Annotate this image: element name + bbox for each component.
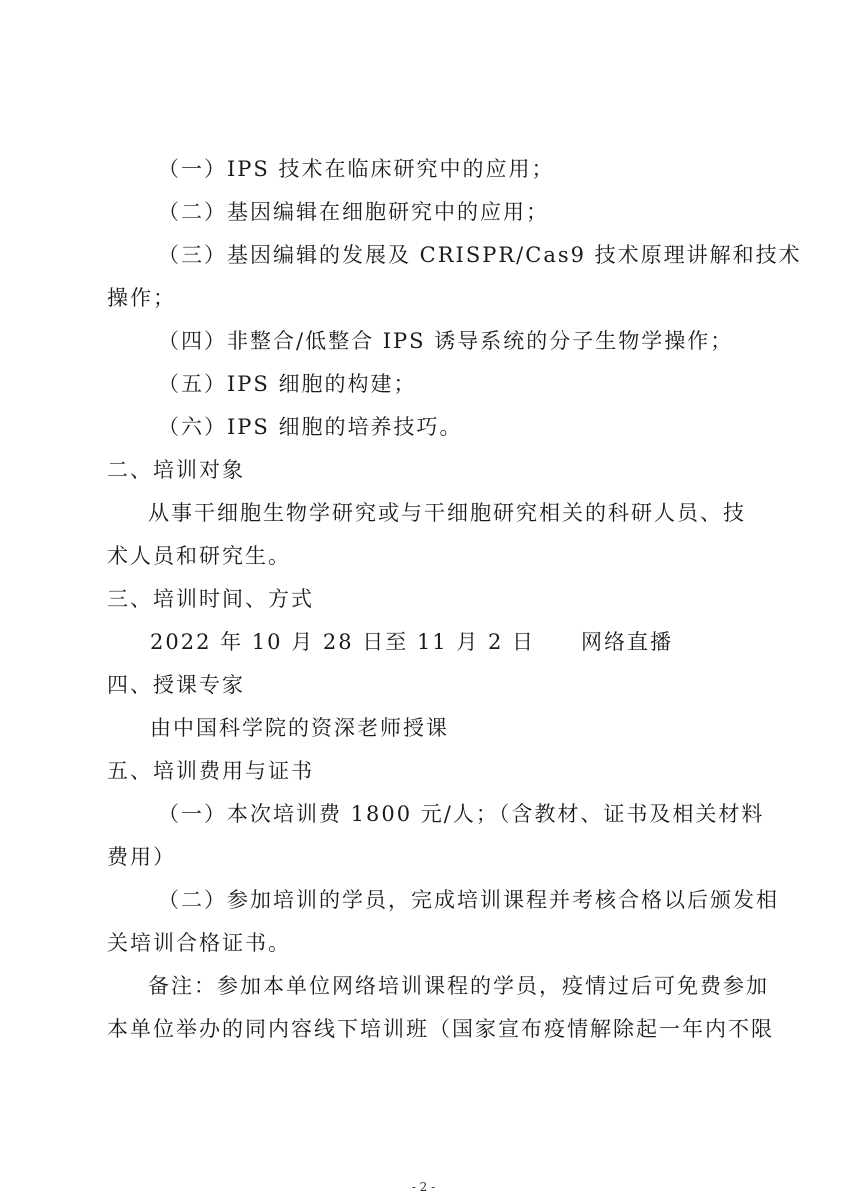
paragraph-certificate-line1: （二）参加培训的学员，完成培训课程并考核合格以后颁发相 (158, 888, 779, 912)
section-heading-target-audience: 二、培训对象 (107, 458, 245, 482)
section-heading-experts: 四、授课专家 (107, 673, 245, 697)
paragraph-fee-line2: 费用） (107, 845, 176, 869)
page-number: - 2 - (411, 1180, 436, 1194)
list-item-ips-culture: （六）IPS 细胞的培养技巧。 (158, 415, 463, 439)
paragraph-target-audience-line2: 术人员和研究生。 (107, 544, 291, 568)
section-heading-time-method: 三、培训时间、方式 (107, 587, 314, 611)
paragraph-experts: 由中国科学院的资深老师授课 (150, 716, 449, 740)
paragraph-target-audience-line1: 从事干细胞生物学研究或与干细胞研究相关的科研人员、技 (148, 501, 746, 525)
paragraph-time-method: 2022 年 10 月 28 日至 11 月 2 日 网络直播 (150, 630, 674, 654)
list-item-ips-clinical: （一）IPS 技术在临床研究中的应用； (158, 157, 555, 181)
paragraph-note-line2: 本单位举办的同内容线下培训班（国家宣布疫情解除起一年内不限 (107, 1017, 774, 1041)
paragraph-certificate-line2: 关培训合格证书。 (107, 931, 291, 955)
list-item-ips-construction: （五）IPS 细胞的构建； (158, 372, 417, 396)
paragraph-note-line1: 备注：参加本单位网络培训课程的学员，疫情过后可免费参加 (148, 974, 769, 998)
list-item-crispr-line1: （三）基因编辑的发展及 CRISPR/Cas9 技术原理讲解和技术 (158, 243, 802, 267)
section-heading-fees-certificate: 五、培训费用与证书 (107, 759, 314, 783)
list-item-crispr-line2: 操作； (107, 286, 176, 310)
list-item-ips-induction: （四）非整合/低整合 IPS 诱导系统的分子生物学操作； (158, 329, 734, 353)
paragraph-fee-line1: （一）本次培训费 1800 元/人；（含教材、证书及相关材料 (158, 802, 765, 826)
list-item-gene-editing-cells: （二）基因编辑在细胞研究中的应用； (158, 200, 549, 224)
